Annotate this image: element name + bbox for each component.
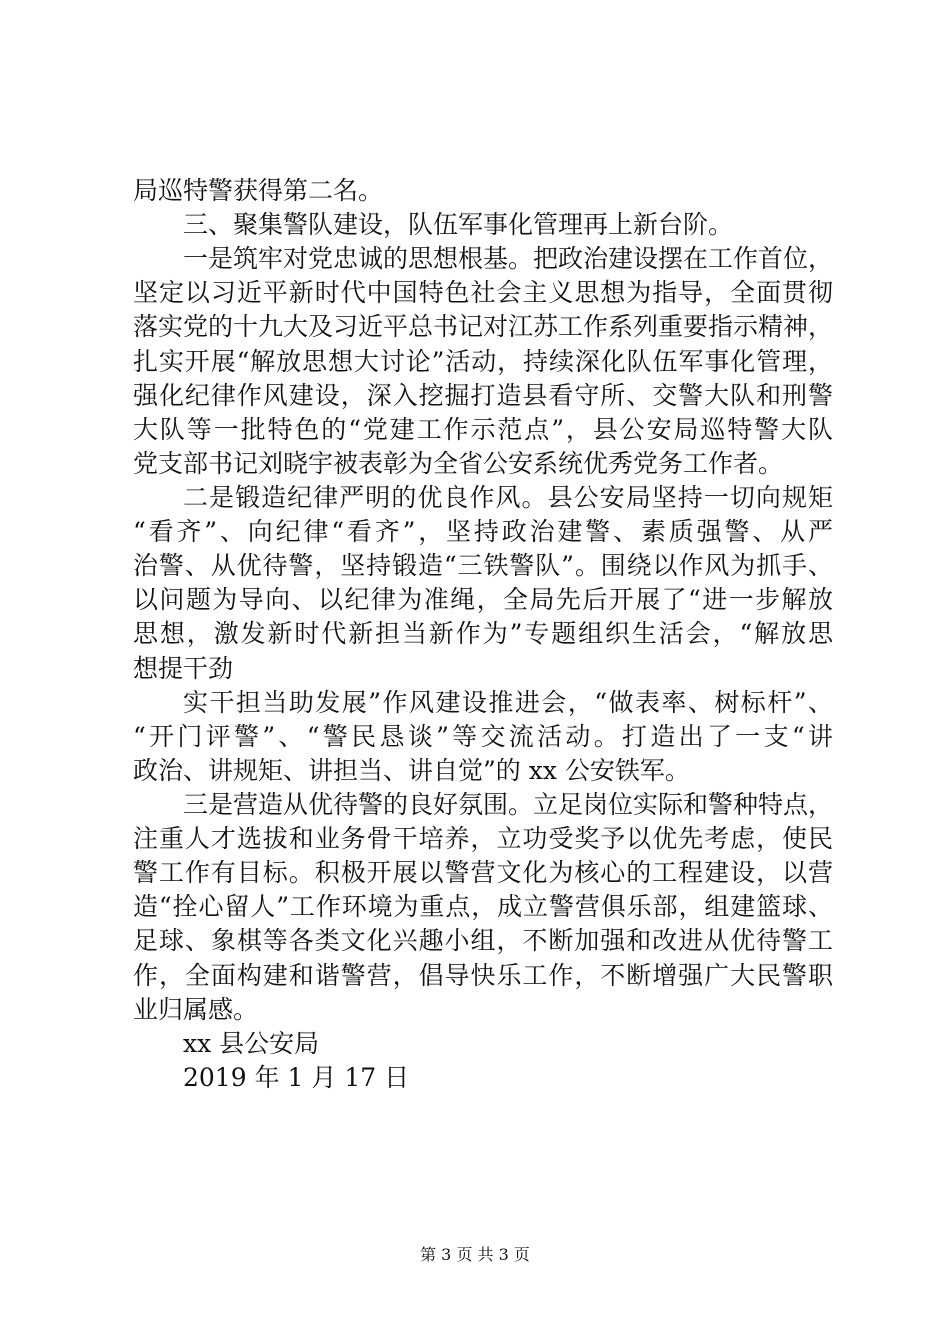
text-line: 强化纪律作风建设，深入挖掘打造县看守所、交警大队和刑警 (133, 381, 833, 410)
text-line: 实干担当助发展”作风建设推进会，“做表率、树标杆”、 (183, 688, 833, 717)
text-line: 党支部书记刘晓宇被表彰为全省公安系统优秀党务工作者。 (133, 449, 784, 478)
text-line: 业归属感。 (133, 995, 259, 1024)
text-line: 三是营造从优待警的良好氛围。立足岗位实际和警种特点， (183, 790, 833, 819)
text-line: 造“拴心留人”工作环境为重点，成立警营俱乐部，组建篮球、 (133, 892, 833, 921)
text-line: 落实党的十九大及习近平总书记对江苏工作系列重要指示精神， (133, 312, 833, 341)
text-line: 坚定以习近平新时代中国特色社会主义思想为指导，全面贯彻 (133, 278, 833, 307)
text-line: 思想，激发新时代新担当新作为”专题组织生活会，“解放思 (133, 619, 833, 648)
text-line: 扎实开展“解放思想大讨论”活动，持续深化队伍军事化管理， (133, 347, 833, 376)
text-line: 治警、从优待警，坚持锻造“三铁警队”。围绕以作风为抓手、 (133, 551, 833, 580)
page-number-footer: 第 3 页 共 3 页 (420, 1245, 530, 1264)
text-line: 局巡特警获得第二名。 (133, 176, 384, 205)
text-line: 足球、象棋等各类文化兴趣小组，不断加强和改进从优待警工 (133, 926, 833, 955)
text-line: 大队等一批特色的“党建工作示范点”，县公安局巡特警大队 (133, 415, 833, 444)
text-line: 注重人才选拔和业务骨干培养，立功受奖予以优先考虑，使民 (133, 824, 833, 853)
text-line: “开门评警”、“警民恳谈”等交流活动。打造出了一支“讲 (133, 722, 833, 751)
text-line: “看齐”、向纪律“看齐”，坚持政治建警、素质强警、从严 (133, 517, 833, 546)
text-line: 以问题为导向、以纪律为准绳，全局先后开展了“进一步解放 (133, 585, 833, 614)
text-line: 作，全面构建和谐警营，倡导快乐工作，不断增强广大民警职 (133, 961, 833, 990)
text-line: 警工作有目标。积极开展以警营文化为核心的工程建设，以营 (133, 858, 833, 887)
text-line: 一是筑牢对党忠诚的思想根基。把政治建设摆在工作首位， (183, 244, 833, 273)
text-line: 想提干劲 (133, 654, 234, 683)
text-line: 政治、讲规矩、讲担当、讲自觉”的 xx 公安铁军。 (133, 756, 690, 785)
text-line: 二是锻造纪律严明的优良作风。县公安局坚持一切向规矩 (183, 483, 833, 512)
signature-organization: xx 县公安局 (183, 1029, 320, 1058)
signature-date: 2019 年 1 月 17 日 (183, 1063, 410, 1092)
section-heading: 三、聚集警队建设，队伍军事化管理再上新台阶。 (183, 210, 734, 239)
